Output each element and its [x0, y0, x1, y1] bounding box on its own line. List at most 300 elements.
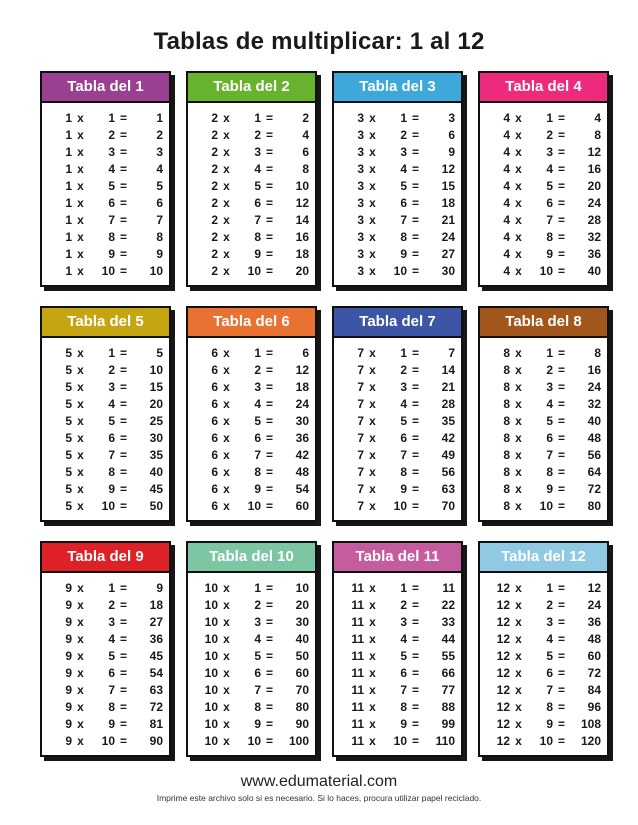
equals-symbol: = [265, 615, 273, 629]
multiplication-row [480, 733, 607, 750]
factor-a: 6 [211, 346, 218, 360]
equals-symbol: = [557, 683, 565, 697]
table-header: Tabla del 2 [188, 73, 315, 103]
equals-symbol: = [119, 581, 127, 595]
product: 84 [587, 683, 601, 697]
equals-symbol: = [557, 128, 565, 142]
factor-b: 2 [254, 598, 261, 612]
multiplication-row [480, 631, 607, 648]
product: 6 [302, 145, 309, 159]
factor-b: 4 [108, 632, 115, 646]
factor-b: 1 [400, 111, 407, 125]
factor-a: 8 [503, 397, 510, 411]
multiplication-row [480, 195, 607, 212]
multiply-symbol: x [369, 346, 376, 360]
product: 15 [149, 380, 163, 394]
factor-a: 5 [65, 397, 72, 411]
multiplication-row [188, 614, 315, 631]
multiply-symbol: x [223, 465, 230, 479]
product: 33 [441, 615, 455, 629]
equals-symbol: = [557, 717, 565, 731]
multiply-symbol: x [369, 683, 376, 697]
multiply-symbol: x [77, 128, 84, 142]
factor-a: 10 [204, 615, 218, 629]
factor-a: 6 [211, 465, 218, 479]
equals-symbol: = [265, 734, 273, 748]
product: 10 [295, 179, 309, 193]
factor-b: 2 [254, 363, 261, 377]
product: 4 [302, 128, 309, 142]
multiply-symbol: x [223, 700, 230, 714]
factor-a: 8 [503, 465, 510, 479]
factor-b: 9 [400, 482, 407, 496]
multiply-symbol: x [515, 615, 522, 629]
multiply-symbol: x [515, 179, 522, 193]
multiplication-row [334, 464, 461, 481]
equals-symbol: = [265, 380, 273, 394]
product: 28 [441, 397, 455, 411]
factor-a: 9 [65, 649, 72, 663]
multiply-symbol: x [369, 482, 376, 496]
equals-symbol: = [557, 179, 565, 193]
multiplication-row [188, 464, 315, 481]
multiply-symbol: x [369, 465, 376, 479]
factor-a: 5 [65, 380, 72, 394]
multiplication-row [42, 144, 169, 161]
factor-a: 8 [503, 482, 510, 496]
page-title: Tablas de multiplicar: 1 al 12 [153, 28, 485, 55]
equals-symbol: = [411, 666, 419, 680]
table-card [186, 71, 317, 287]
equals-symbol: = [265, 397, 273, 411]
factor-a: 7 [357, 380, 364, 394]
product: 3 [156, 145, 163, 159]
factor-b: 10 [247, 499, 261, 513]
factor-a: 6 [211, 499, 218, 513]
multiplication-row [480, 246, 607, 263]
factor-a: 11 [351, 683, 364, 697]
product: 12 [295, 196, 309, 210]
product: 45 [149, 482, 163, 496]
factor-b: 5 [546, 179, 553, 193]
factor-a: 4 [503, 179, 510, 193]
factor-b: 8 [400, 465, 407, 479]
multiply-symbol: x [515, 649, 522, 663]
product: 9 [448, 145, 455, 159]
multiply-symbol: x [515, 700, 522, 714]
factor-b: 7 [546, 448, 553, 462]
multiplication-row [42, 733, 169, 750]
factor-b: 7 [254, 683, 261, 697]
multiply-symbol: x [369, 213, 376, 227]
product: 48 [587, 632, 601, 646]
factor-b: 7 [254, 448, 261, 462]
factor-a: 9 [65, 666, 72, 680]
factor-b: 6 [400, 431, 407, 445]
factor-b: 9 [546, 482, 553, 496]
multiplication-row [480, 580, 607, 597]
multiplication-row [188, 498, 315, 515]
factor-b: 9 [546, 717, 553, 731]
multiplication-row [334, 481, 461, 498]
product: 77 [441, 683, 455, 697]
factor-b: 8 [546, 465, 553, 479]
multiplication-row [188, 144, 315, 161]
factor-b: 10 [539, 734, 553, 748]
product: 72 [587, 482, 601, 496]
factor-a: 7 [357, 482, 364, 496]
multiply-symbol: x [515, 448, 522, 462]
factor-a: 10 [204, 717, 218, 731]
multiply-symbol: x [223, 145, 230, 159]
multiply-symbol: x [369, 128, 376, 142]
multiplication-row [42, 345, 169, 362]
table-body [188, 103, 315, 285]
product: 8 [594, 346, 601, 360]
multiplication-row [334, 631, 461, 648]
equals-symbol: = [411, 683, 419, 697]
multiply-symbol: x [77, 649, 84, 663]
product: 11 [442, 581, 455, 595]
product: 88 [441, 700, 455, 714]
multiply-symbol: x [77, 598, 84, 612]
equals-symbol: = [411, 346, 419, 360]
factor-b: 9 [254, 247, 261, 261]
multiplication-row [334, 229, 461, 246]
multiplication-row [480, 178, 607, 195]
multiply-symbol: x [77, 683, 84, 697]
product: 12 [441, 162, 455, 176]
factor-b: 9 [400, 247, 407, 261]
multiply-symbol: x [515, 247, 522, 261]
multiplication-row [188, 716, 315, 733]
equals-symbol: = [557, 230, 565, 244]
product: 10 [295, 581, 309, 595]
multiplication-row [42, 665, 169, 682]
table-card [332, 306, 463, 522]
equals-symbol: = [119, 717, 127, 731]
equals-symbol: = [411, 363, 419, 377]
equals-symbol: = [119, 414, 127, 428]
factor-a: 3 [357, 230, 364, 244]
product: 55 [441, 649, 455, 663]
multiply-symbol: x [369, 397, 376, 411]
equals-symbol: = [119, 363, 127, 377]
multiplication-row [480, 144, 607, 161]
multiply-symbol: x [223, 666, 230, 680]
product: 60 [295, 666, 309, 680]
multiplication-row [480, 648, 607, 665]
multiply-symbol: x [223, 482, 230, 496]
multiply-symbol: x [223, 111, 230, 125]
product: 30 [441, 264, 455, 278]
table-header: Tabla del 3 [334, 73, 461, 103]
product: 7 [156, 213, 163, 227]
factor-b: 3 [400, 380, 407, 394]
factor-a: 10 [204, 666, 218, 680]
factor-a: 10 [204, 632, 218, 646]
factor-a: 9 [65, 581, 72, 595]
table-body [480, 103, 607, 285]
multiplication-row [188, 648, 315, 665]
equals-symbol: = [119, 128, 127, 142]
factor-a: 1 [65, 264, 72, 278]
equals-symbol: = [265, 363, 273, 377]
factor-b: 4 [254, 162, 261, 176]
table-body [188, 338, 315, 520]
multiplication-row [480, 110, 607, 127]
table-body [42, 338, 169, 520]
multiply-symbol: x [369, 414, 376, 428]
equals-symbol: = [557, 649, 565, 663]
multiply-symbol: x [77, 363, 84, 377]
factor-b: 4 [400, 162, 407, 176]
product: 28 [587, 213, 601, 227]
equals-symbol: = [265, 448, 273, 462]
factor-b: 9 [400, 717, 407, 731]
multiplication-row [188, 379, 315, 396]
equals-symbol: = [557, 162, 565, 176]
product: 5 [156, 179, 163, 193]
multiplication-row [334, 614, 461, 631]
equals-symbol: = [557, 482, 565, 496]
factor-b: 10 [247, 264, 261, 278]
multiply-symbol: x [515, 196, 522, 210]
table-body [334, 103, 461, 285]
table-card [40, 541, 171, 757]
factor-a: 5 [65, 431, 72, 445]
table-body [42, 573, 169, 755]
multiplication-row [42, 597, 169, 614]
multiply-symbol: x [77, 717, 84, 731]
multiplication-row [334, 699, 461, 716]
factor-a: 8 [503, 363, 510, 377]
product: 12 [295, 363, 309, 377]
factor-a: 8 [503, 346, 510, 360]
multiply-symbol: x [223, 448, 230, 462]
equals-symbol: = [411, 482, 419, 496]
table-card [40, 71, 171, 287]
multiplication-row [188, 597, 315, 614]
factor-a: 4 [503, 230, 510, 244]
factor-b: 10 [101, 734, 115, 748]
equals-symbol: = [265, 145, 273, 159]
multiply-symbol: x [515, 128, 522, 142]
table-header: Tabla del 1 [42, 73, 169, 103]
factor-b: 5 [400, 179, 407, 193]
multiplication-row [480, 396, 607, 413]
factor-b: 6 [108, 666, 115, 680]
factor-a: 8 [503, 431, 510, 445]
equals-symbol: = [119, 666, 127, 680]
equals-symbol: = [265, 247, 273, 261]
factor-b: 1 [108, 346, 115, 360]
multiply-symbol: x [369, 581, 376, 595]
multiply-symbol: x [77, 230, 84, 244]
multiply-symbol: x [515, 499, 522, 513]
table-card [332, 71, 463, 287]
multiplication-row [42, 195, 169, 212]
table-body [480, 573, 607, 755]
product: 42 [295, 448, 309, 462]
product: 120 [580, 734, 601, 748]
factor-a: 3 [357, 213, 364, 227]
website-text: www.edumaterial.com [240, 773, 398, 790]
multiply-symbol: x [77, 397, 84, 411]
multiplication-row [42, 481, 169, 498]
factor-b: 5 [108, 414, 115, 428]
factor-a: 3 [357, 179, 364, 193]
multiplication-row [42, 413, 169, 430]
multiply-symbol: x [515, 363, 522, 377]
multiplication-row [480, 161, 607, 178]
equals-symbol: = [411, 128, 419, 142]
factor-b: 3 [254, 380, 261, 394]
equals-symbol: = [411, 213, 419, 227]
table-card [186, 541, 317, 757]
factor-a: 12 [496, 683, 510, 697]
product: 90 [295, 717, 309, 731]
product: 54 [149, 666, 163, 680]
factor-a: 10 [204, 581, 218, 595]
factor-b: 3 [108, 380, 115, 394]
factor-a: 10 [204, 700, 218, 714]
multiplication-row [480, 682, 607, 699]
multiplication-row [334, 580, 461, 597]
multiplication-row [188, 733, 315, 750]
factor-b: 7 [546, 213, 553, 227]
table-body [334, 573, 461, 755]
factor-a: 4 [503, 162, 510, 176]
product: 25 [149, 414, 163, 428]
multiplication-row [42, 161, 169, 178]
multiplication-row [334, 362, 461, 379]
product: 50 [149, 499, 163, 513]
factor-b: 1 [108, 581, 115, 595]
factor-b: 4 [400, 397, 407, 411]
equals-symbol: = [557, 380, 565, 394]
multiply-symbol: x [515, 111, 522, 125]
multiplication-row [42, 447, 169, 464]
product: 63 [441, 482, 455, 496]
factor-b: 5 [400, 649, 407, 663]
equals-symbol: = [265, 213, 273, 227]
multiplication-row [188, 481, 315, 498]
factor-a: 7 [357, 431, 364, 445]
factor-a: 9 [65, 700, 72, 714]
multiply-symbol: x [223, 346, 230, 360]
equals-symbol: = [557, 700, 565, 714]
equals-symbol: = [411, 397, 419, 411]
product: 40 [295, 632, 309, 646]
multiply-symbol: x [369, 632, 376, 646]
product: 80 [587, 499, 601, 513]
product: 3 [448, 111, 455, 125]
multiply-symbol: x [223, 230, 230, 244]
product: 56 [441, 465, 455, 479]
equals-symbol: = [265, 700, 273, 714]
multiply-symbol: x [223, 264, 230, 278]
factor-b: 7 [254, 213, 261, 227]
factor-a: 3 [357, 128, 364, 142]
multiply-symbol: x [77, 632, 84, 646]
factor-b: 10 [539, 264, 553, 278]
factor-a: 6 [211, 448, 218, 462]
equals-symbol: = [411, 230, 419, 244]
multiply-symbol: x [223, 414, 230, 428]
product: 63 [149, 683, 163, 697]
multiplication-row [334, 682, 461, 699]
multiply-symbol: x [369, 734, 376, 748]
factor-a: 3 [357, 196, 364, 210]
factor-a: 3 [357, 162, 364, 176]
product: 4 [594, 111, 601, 125]
equals-symbol: = [411, 162, 419, 176]
equals-symbol: = [411, 179, 419, 193]
factor-b: 6 [400, 196, 407, 210]
multiply-symbol: x [369, 431, 376, 445]
factor-b: 8 [254, 465, 261, 479]
multiply-symbol: x [223, 649, 230, 663]
product: 48 [587, 431, 601, 445]
equals-symbol: = [119, 431, 127, 445]
factor-b: 4 [108, 397, 115, 411]
equals-symbol: = [119, 162, 127, 176]
factor-a: 11 [351, 632, 364, 646]
product: 40 [149, 465, 163, 479]
product: 10 [149, 264, 163, 278]
factor-a: 5 [65, 346, 72, 360]
product: 45 [149, 649, 163, 663]
table-header: Tabla del 11 [334, 543, 461, 573]
multiply-symbol: x [223, 213, 230, 227]
equals-symbol: = [411, 632, 419, 646]
multiply-symbol: x [515, 666, 522, 680]
factor-b: 9 [254, 717, 261, 731]
factor-a: 9 [65, 717, 72, 731]
multiply-symbol: x [223, 363, 230, 377]
equals-symbol: = [557, 448, 565, 462]
factor-b: 8 [546, 230, 553, 244]
multiply-symbol: x [369, 230, 376, 244]
product: 36 [295, 431, 309, 445]
product: 8 [156, 230, 163, 244]
factor-a: 11 [351, 734, 364, 748]
multiply-symbol: x [515, 717, 522, 731]
table-header: Tabla del 5 [42, 308, 169, 338]
factor-a: 11 [351, 581, 364, 595]
multiplication-row [42, 263, 169, 280]
multiplication-row [42, 631, 169, 648]
factor-a: 12 [496, 598, 510, 612]
equals-symbol: = [265, 431, 273, 445]
product: 27 [441, 247, 455, 261]
multiply-symbol: x [223, 717, 230, 731]
equals-symbol: = [119, 734, 127, 748]
multiply-symbol: x [369, 196, 376, 210]
product: 36 [587, 615, 601, 629]
factor-a: 7 [357, 448, 364, 462]
multiply-symbol: x [77, 162, 84, 176]
equals-symbol: = [265, 683, 273, 697]
product: 30 [295, 414, 309, 428]
equals-symbol: = [119, 230, 127, 244]
product: 24 [441, 230, 455, 244]
factor-b: 10 [101, 264, 115, 278]
product: 110 [435, 734, 455, 748]
equals-symbol: = [119, 145, 127, 159]
table-body [334, 338, 461, 520]
